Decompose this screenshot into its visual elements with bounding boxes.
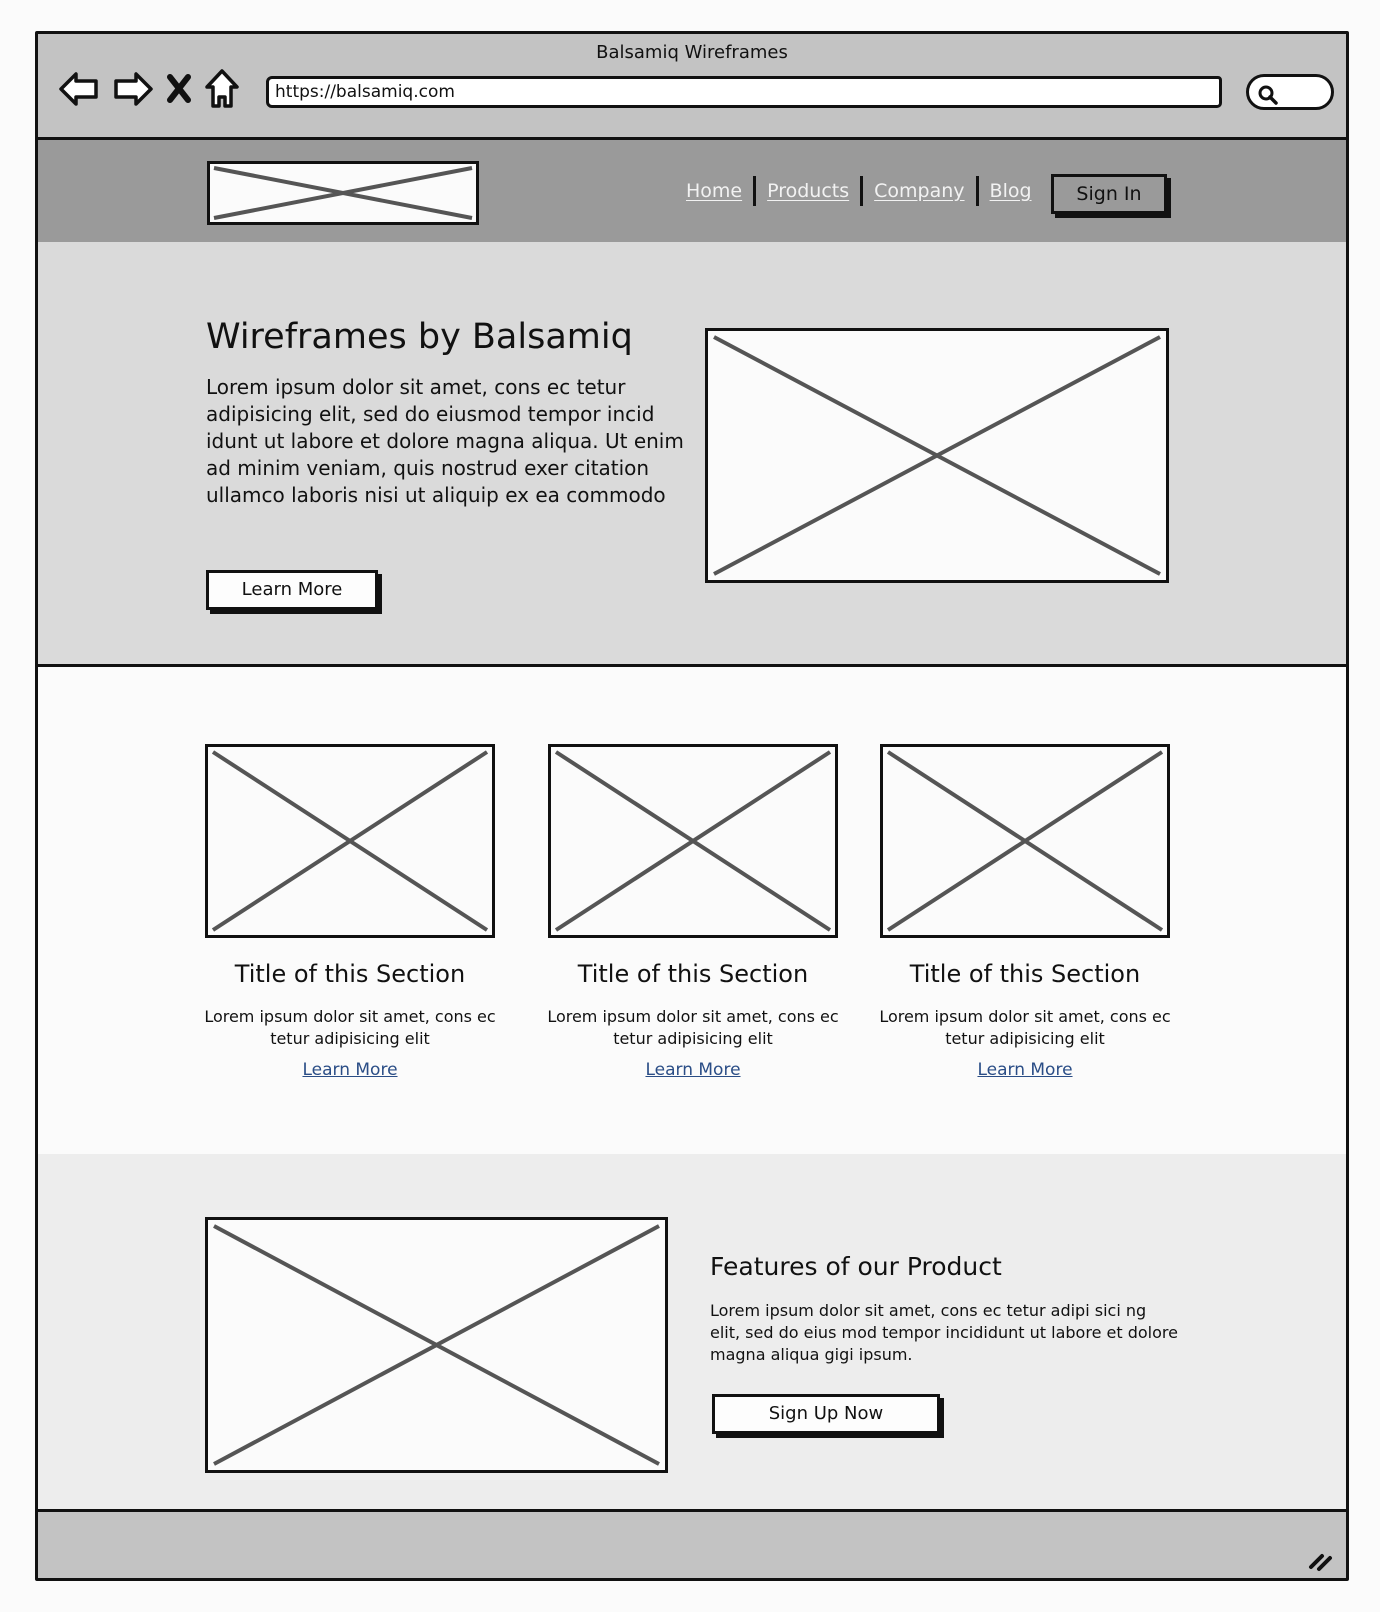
hero-image-placeholder [705,328,1169,583]
features-section [38,1154,1346,1512]
nav-link-products[interactable]: Products [767,180,850,202]
browser-status-bar [38,1512,1346,1578]
features-image-placeholder [205,1217,668,1473]
nav-link-company[interactable]: Company [874,180,965,202]
sign-up-now-button[interactable]: Sign Up Now [712,1394,940,1434]
card-image-placeholder [205,744,495,938]
logo-placeholder[interactable] [207,161,479,225]
close-x-icon[interactable] [166,72,192,106]
card-image-placeholder [548,744,838,938]
card-learn-more-link[interactable]: Learn More [977,1060,1073,1080]
hero-learn-more-button[interactable]: Learn More [206,570,378,610]
browser-window [35,31,1349,1581]
hero-title: Wireframes by Balsamiq [206,317,633,357]
card-title: Title of this Section [234,960,466,988]
nav-divider [860,176,863,206]
card-body: Lorem ipsum dolor sit amet, cons ec tetur adipisicing elit [547,1007,839,1048]
nav-divider [753,176,756,206]
cards-section [38,670,1346,1154]
search-icon [1257,84,1279,106]
card-body: Lorem ipsum dolor sit amet, cons ec tetur adipisicing elit [879,1007,1171,1048]
card-learn-more-link[interactable]: Learn More [645,1060,741,1080]
nav-link-blog[interactable]: Blog [989,180,1032,202]
back-arrow-icon[interactable] [58,69,100,109]
window-title: Balsamiq Wireframes [596,42,788,63]
browser-nav-icons [58,68,240,110]
site-navigation [38,140,1346,242]
browser-search-field[interactable] [1246,74,1334,110]
sign-in-button[interactable]: Sign In [1051,174,1167,214]
card-title: Title of this Section [577,960,809,988]
resize-grip-icon[interactable] [1308,1550,1334,1572]
url-input[interactable]: https://balsamiq.com [266,76,1222,108]
card-title: Title of this Section [909,960,1141,988]
nav-divider [976,176,979,206]
nav-link-home[interactable]: Home [686,180,743,202]
card-image-placeholder [880,744,1170,938]
hero-section [38,242,1346,667]
nav-links [678,176,1040,206]
features-title: Features of our Product [710,1252,1002,1281]
browser-chrome [38,34,1346,140]
hero-body: Lorem ipsum dolor sit amet, cons ec tetur adipisicing elit, sed do eiusmod tempor incid idunt ut labore et dolore magna aliqua. Ut enim ad minim veniam, quis nostrud exer citation ullamco laboris nisi ut aliquip ex ea commodo [206,375,684,507]
card-learn-more-link[interactable]: Learn More [302,1060,398,1080]
home-icon[interactable] [204,68,240,110]
card-body: Lorem ipsum dolor sit amet, cons ec tetur adipisicing elit [204,1007,496,1048]
forward-arrow-icon[interactable] [112,69,154,109]
features-body: Lorem ipsum dolor sit amet, cons ec tetur adipi sici ng elit, sed do eius mod tempor incididunt ut labore et dolore magna aliqua gigi ipsum. [710,1301,1178,1364]
